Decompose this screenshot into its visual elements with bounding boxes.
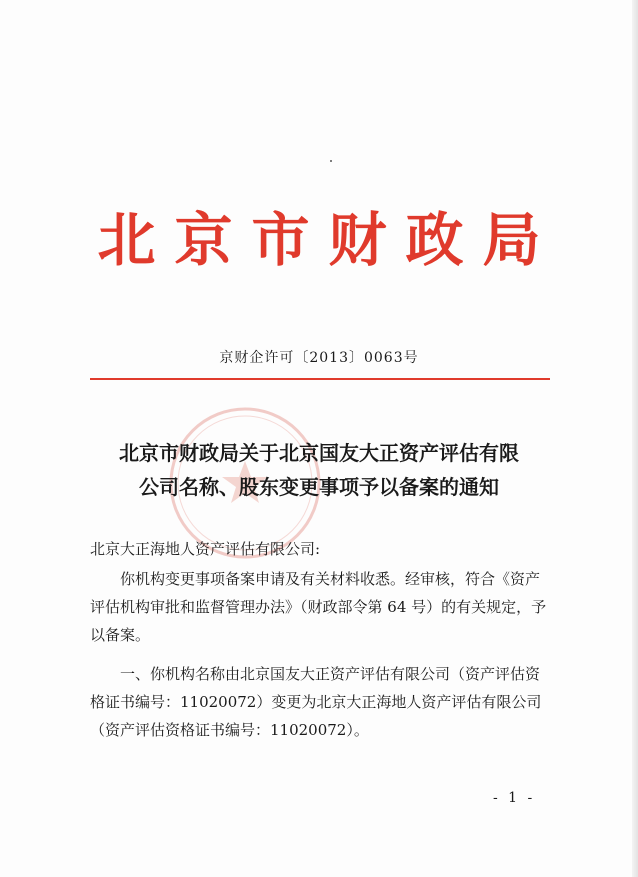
- letterhead-issuer: 北京市财政局: [97, 206, 560, 274]
- document-number: 京财企许可〔2013〕0063号: [219, 350, 419, 366]
- body-paragraph-1: 你机构变更事项备案申请及有关材料收悉。经审核，符合《资产评估机构审批和监督管理办法》（财政部令第 64 号）的有关规定，予以备案。: [90, 570, 547, 644]
- body-paragraph-2: 一、你机构名称由北京国友大正资产评估有限公司（资产评估资格证书编号：11020072）变更为北京大正海地人资产评估有限公司（资产评估资格证书编号：11020072）。: [90, 665, 542, 739]
- document-title-line-1: 北京市财政局关于北京国友大正资产评估有限: [119, 441, 519, 465]
- document-title-line-2: 公司名称、股东变更事项予以备案的通知: [139, 475, 499, 499]
- addressee-line: 北京大正海地人资产评估有限公司:: [90, 540, 321, 558]
- red-divider-rule: [90, 378, 550, 380]
- scan-speck: [330, 160, 332, 162]
- page-edge-shadow: [632, 0, 638, 877]
- document-title: [88, 436, 550, 504]
- page-number: - 1 -: [493, 790, 536, 806]
